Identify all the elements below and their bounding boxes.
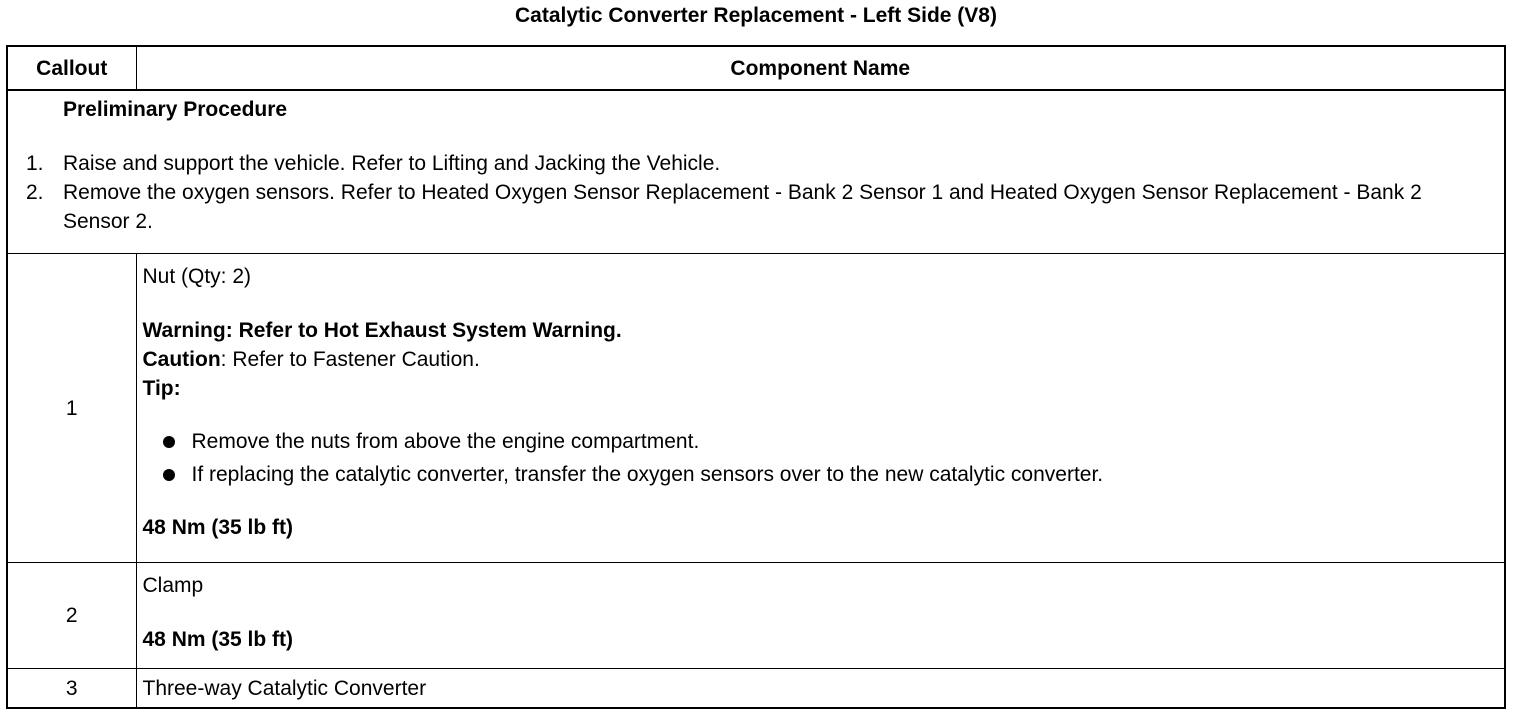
tip-label: Tip: — [142, 377, 181, 400]
caution-text: : Refer to Fastener Caution. — [220, 348, 480, 371]
callout-number: 1 — [7, 254, 136, 563]
step-number: 2. — [26, 181, 44, 204]
torque-spec: 48 Nm (35 lb ft) — [142, 516, 294, 539]
table-row — [7, 254, 1505, 563]
page-title: Catalytic Converter Replacement - Left Side (V8) — [515, 4, 997, 27]
callout-number: 2 — [7, 563, 136, 669]
tip-list — [143, 427, 1499, 489]
preliminary-steps-list — [26, 149, 1494, 236]
warning-label: Warning: — [142, 319, 233, 342]
preliminary-procedure-row — [7, 90, 1505, 254]
component-cell — [136, 563, 1505, 669]
component-name: Nut (Qty: 2) — [142, 265, 252, 288]
tip-text: Remove the nuts from above the engine compartment. — [191, 430, 700, 453]
bullet-icon — [163, 436, 175, 448]
list-item — [26, 178, 1494, 236]
caution-label: Caution — [142, 348, 221, 371]
component-name: Three-way Catalytic Converter — [136, 669, 1505, 709]
caution-note — [143, 345, 1499, 374]
list-item — [161, 460, 1499, 489]
preliminary-procedure-cell — [7, 90, 1505, 254]
warning-note — [143, 316, 1499, 345]
preliminary-procedure-heading: Preliminary Procedure — [63, 98, 288, 121]
warning-text: Refer to Hot Exhaust System Warning. — [238, 319, 622, 342]
table-header-row — [7, 46, 1505, 90]
torque-spec: 48 Nm (35 lb ft) — [142, 628, 294, 651]
table-row — [7, 669, 1505, 709]
list-item — [26, 149, 1494, 178]
component-name: Clamp — [142, 574, 204, 597]
tip-text: If replacing the catalytic converter, transfer the oxygen sensors over to the new catalytic converter. — [191, 463, 1104, 486]
step-number: 1. — [26, 152, 44, 175]
callout-header: Callout — [7, 46, 136, 90]
step-text: Raise and support the vehicle. Refer to Lifting and Jacking the Vehicle. — [63, 152, 721, 175]
bullet-icon — [163, 469, 175, 481]
step-text: Remove the oxygen sensors. Refer to Heated Oxygen Sensor Replacement - Bank 2 Sensor 1 and Heated Oxygen Sensor Replacement - Bank 2 Sensor 2. — [63, 181, 1422, 233]
procedure-table — [6, 45, 1506, 709]
component-cell — [136, 254, 1505, 563]
callout-number: 3 — [7, 669, 136, 709]
component-name-header: Component Name — [136, 46, 1505, 90]
table-row — [7, 563, 1505, 669]
list-item — [161, 427, 1499, 456]
